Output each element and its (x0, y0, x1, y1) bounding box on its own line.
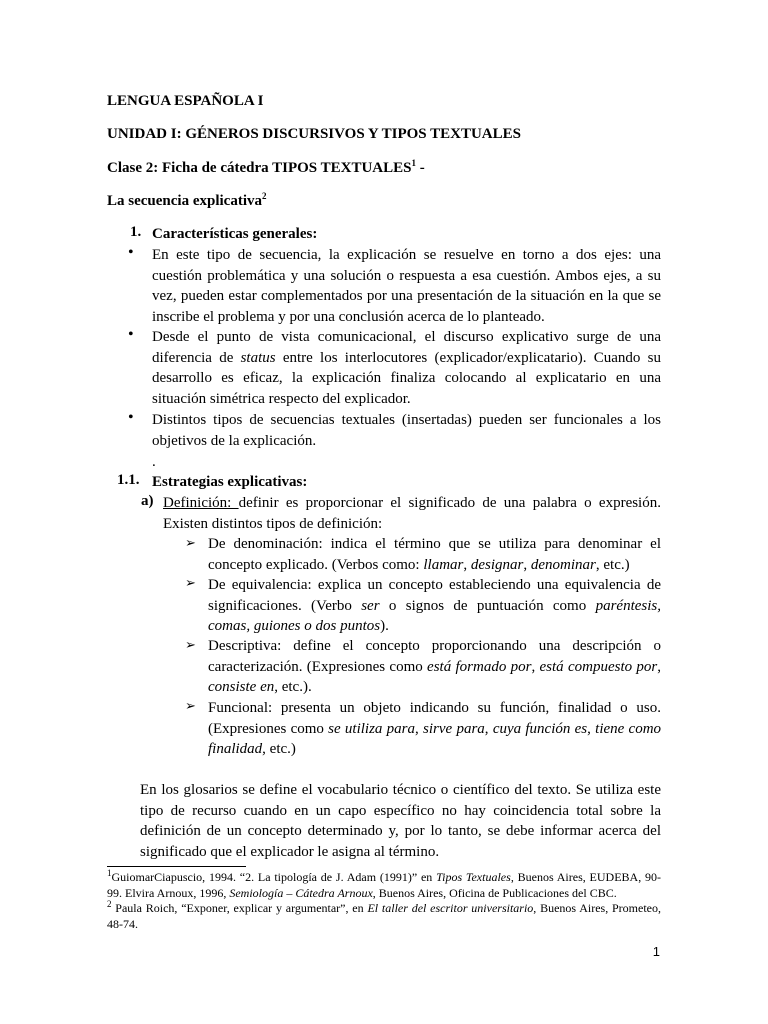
b2-part1: Desde el punto de vista comunicacional, el discurso explicativo surge de una diferencia de (152, 329, 661, 366)
bullet-text-3: Distintos tipos de secuencias textuales (insertadas) pueden ser funcionales a los objetivos de la explicación. (152, 412, 661, 449)
page-number: 1 (652, 944, 660, 959)
class-title: Clase 2: Ficha de cátedra TIPOS TEXTUALES$^1$ - (107, 158, 425, 176)
arrow-bullet-icon: ➢ (185, 698, 196, 713)
course-title: LENGUA ESPAÑOLA I (107, 93, 264, 109)
bullet-text-2: Desde el punto de vista comunicacional, el discurso explicativo surge de una diferencia de status entre los interlocutores (explicador/explicatario). Cuando su desarrollo es eficaz, la explicación finaliza colocando al explicatario en una situación simétrica respecto del explicador. (152, 329, 661, 407)
definition-type-2: De equivalencia: explica un concepto estableciendo una equivalencia de significaciones. (Verbo ser o signos de puntuación como paréntesis, comas, guiones o dos puntos). (208, 577, 661, 635)
section-title: Características generales: (152, 226, 318, 242)
unit-title: UNIDAD I: GÉNEROS DISCURSIVOS Y TIPOS TEXTUALES (107, 126, 521, 142)
definition-type-3: Descriptiva: define el concepto proporcionando una descripción o caracterización. (Expresiones como está formado por, está compuesto por, consiste en, etc.). (208, 638, 662, 696)
footnote-separator (107, 866, 246, 867)
arrow-bullet-icon: ➢ (185, 575, 196, 590)
footnote-ref-2: 2 (261, 191, 267, 201)
arrow-bullet-icon: ➢ (185, 535, 196, 550)
section-number: 1. (130, 224, 142, 240)
arrow-bullet-icon: ➢ (185, 637, 196, 652)
definition-type-1: De denominación: indica el término que se utiliza para denominar el concepto explicado. (Verbos como: llamar, designar, denominar, etc.) (208, 536, 661, 573)
glossary-paragraph: En los glosarios se define el vocabulario técnico o científico del texto. Se utiliza este tipo de recurso cuando en un capo específico no hay coincidencia total sobre la definición de un concepto determinado y, por lo tanto, se debe informar acerca del significado que el explicador le asigna al término. (140, 782, 661, 860)
bullet-icon: • (128, 326, 134, 343)
footnote-ref-1: 1 (411, 158, 416, 168)
bullet-icon: • (128, 244, 134, 261)
footnote-1: $^1$GuiomarCiapuscio, 1994. “2. La tipología de J. Adam (1991)” en Tipos Textuales, Buenos Aires, EUDEBA, 90-99. Elvira Arnoux, 1996, Semiología – Cátedra Arnoux, Buenos Aires, Oficina de Publicaciones del CBC. (107, 868, 661, 900)
subsection-title: Estrategias explicativas: (152, 474, 308, 490)
sequence-title: La secuencia explicativa$^2$ (107, 191, 267, 209)
item-a-marker: a) (141, 493, 154, 509)
bullet-icon: • (128, 409, 134, 426)
item-a-text: Definición: definir es proporcionar el significado de una palabra o expresión. Existen distintos tipos de definición: (163, 495, 661, 532)
stray-dot: . (152, 454, 156, 470)
definition-type-4: Funcional: presenta un objeto indicando su función, finalidad o uso. (Expresiones como se utiliza para, sirve para, cuya función es, tiene como finalidad, etc.) (208, 700, 662, 758)
bullet-text-1: En este tipo de secuencia, la explicación se resuelve en torno a dos ejes: una cuestión problemática y una solución o respuesta a esa cuestión. Ambos ejes, a su vez, pueden estar complementados por una presentación de la situación en la que se inscribe el problema y por una conclusión acerca de lo planteado. (152, 247, 661, 325)
footnote-2: $^2$ Paula Roich, “Exponer, explicar y argumentar”, en El taller del escritor universitario, Buenos Aires, Prometeo, 48-74. (107, 899, 661, 931)
subsection-number: 1.1. (117, 472, 140, 488)
